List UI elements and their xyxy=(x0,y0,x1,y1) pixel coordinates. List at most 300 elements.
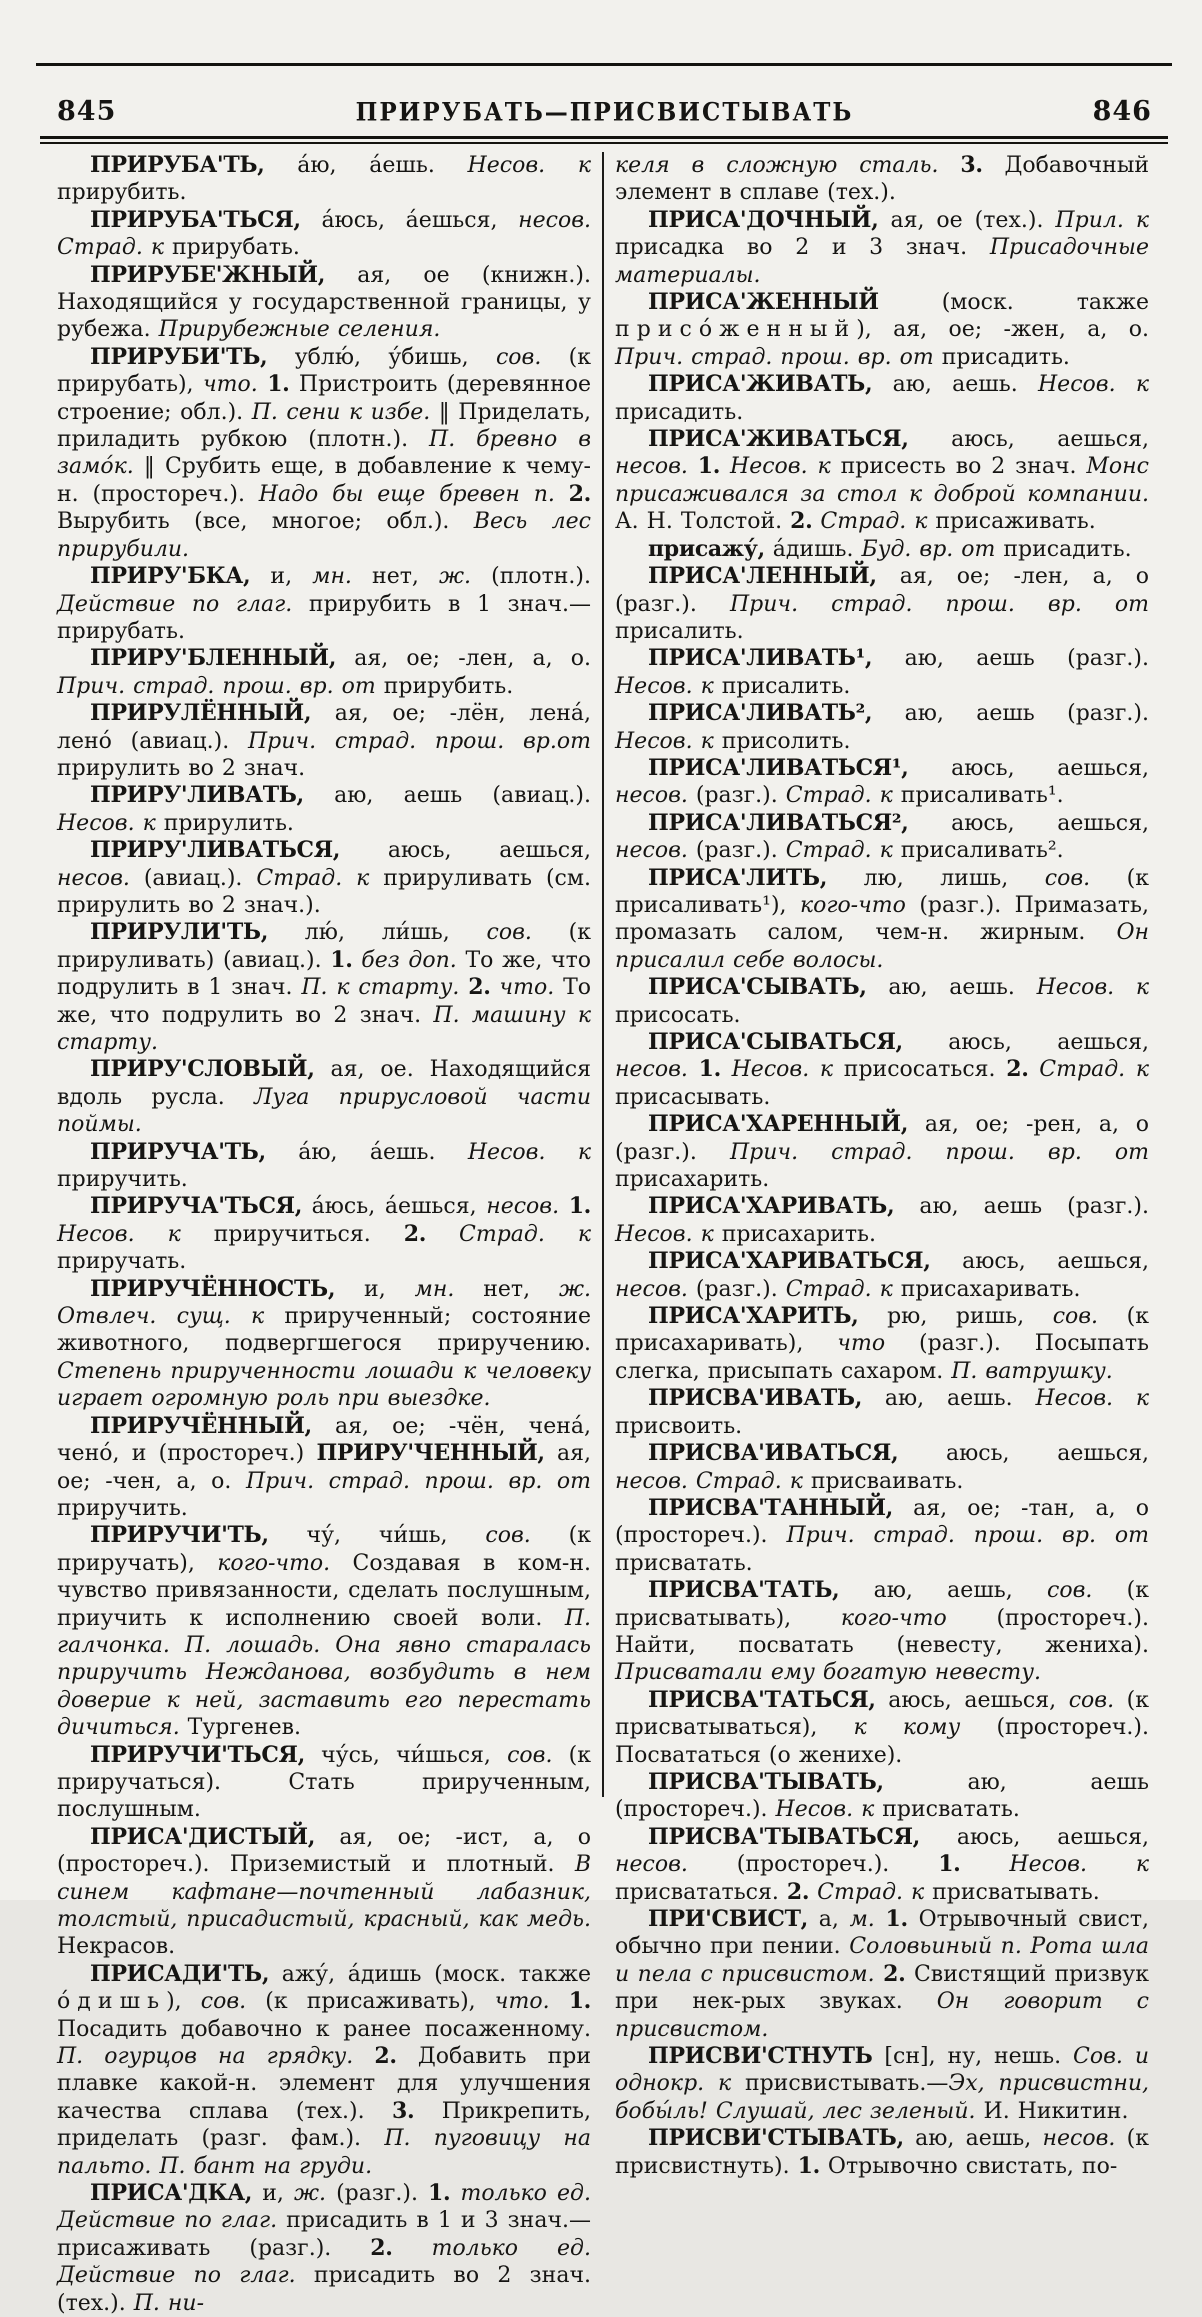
text-run: присватать. xyxy=(615,1550,753,1576)
text-run: что. xyxy=(499,975,555,1001)
text-run: (разг.). Посыпать слегка, присыпать сахаром. xyxy=(615,1331,1149,1384)
text-run: ая, ое; -чён, чена́, чено́, и (простореч.) xyxy=(57,1413,591,1467)
text-run: аюсь, аешься, xyxy=(930,1249,1149,1275)
dictionary-entry xyxy=(615,563,1149,645)
text-run: чу́сь, чи́шься, xyxy=(304,1742,508,1768)
text-run: Страд. к xyxy=(459,1221,591,1247)
text-run: Несов. к xyxy=(467,153,591,178)
text-run: (моск. также xyxy=(878,290,1149,316)
text-run: аю, аешь (авиац.). xyxy=(303,783,591,809)
text-run: 1. xyxy=(797,2152,820,2179)
text-run: (разг.). xyxy=(687,783,786,809)
text-run: аюсь, аешься, xyxy=(908,810,1149,836)
text-run: 2. xyxy=(468,974,491,1001)
text-run: ПРИРУЧА'ТЬСЯ, xyxy=(90,1193,303,1220)
text-run: ПРИРУБЕ'ЖНЫЙ, xyxy=(90,261,326,288)
text-run: Несов. к xyxy=(1038,372,1149,398)
text-run: 2. xyxy=(370,2234,393,2261)
text-run xyxy=(720,454,730,479)
text-run: [сн], ну, нешь. xyxy=(872,2044,1074,2070)
text-run: Прич. страд. прош. вр. от xyxy=(57,673,376,699)
text-run: лю, лишь, xyxy=(827,865,1045,891)
text-run: присвистывать.— xyxy=(731,2071,949,2097)
text-run: присаливать¹. xyxy=(892,783,1064,809)
text-run: мн. xyxy=(312,564,352,590)
text-run: сов. xyxy=(507,1742,553,1768)
text-run: ая, ое; -рен, а, о (разг.). xyxy=(615,1112,1149,1165)
text-run: аюсь, аешься, xyxy=(902,1030,1149,1055)
text-run: только ед. Действие по глаг. xyxy=(57,2181,591,2234)
dictionary-entry xyxy=(615,2125,1149,2180)
dictionary-entry xyxy=(57,262,591,344)
text-run: присахарить. xyxy=(615,1167,770,1193)
text-run: лю́, ли́шь, xyxy=(268,920,487,946)
text-run: ПРИ'СВИСТ, xyxy=(648,1906,808,1932)
dictionary-entry xyxy=(615,1906,1149,2043)
text-run: (к присватывать), xyxy=(615,1578,1149,1631)
text-run: несов. xyxy=(1042,2126,1116,2152)
text-columns xyxy=(57,152,1150,2316)
text-run: То же, что подрулить в 1 знач. xyxy=(57,947,591,1001)
text-run: Прич. страд. прош. вр. от xyxy=(729,591,1149,617)
dictionary-entry xyxy=(615,1577,1149,1687)
text-run: присадить. xyxy=(615,399,744,425)
dictionary-entry xyxy=(615,1193,1149,1248)
text-run: ‖ Срубить еще, в добавление к чему-н. (простореч.). xyxy=(57,454,591,507)
text-run: (к присаливать¹), xyxy=(615,865,1149,918)
text-run: (к прирубать), xyxy=(57,344,592,398)
text-run xyxy=(353,2044,374,2069)
text-run: ПРИСА'ДКА, xyxy=(90,2180,253,2207)
dictionary-entry xyxy=(615,1687,1149,1769)
text-run: присадить. xyxy=(933,344,1070,370)
text-run: а, xyxy=(807,1907,850,1932)
text-run: присосаться. xyxy=(833,1057,1007,1083)
dictionary-entry xyxy=(615,1248,1149,1303)
dictionary-entry xyxy=(57,1413,591,1523)
text-run: Прирубежные селения. xyxy=(158,317,441,343)
text-run: П. бревно в замо́к. xyxy=(57,427,591,480)
page-header xyxy=(57,96,1152,130)
dictionary-entry xyxy=(57,1742,591,1824)
text-run: ПРИСВИ'СТЫВАТЬ, xyxy=(648,2125,904,2152)
text-run: а́ю, а́ешь. xyxy=(264,153,468,178)
text-run: ПРИРУ'БЛЕННЫЙ, xyxy=(90,645,337,672)
text-run: Прич. страд. прош. вр. от xyxy=(615,344,934,370)
text-run: 1. xyxy=(330,946,353,973)
text-run: присадить во 2 знач. (тех.). xyxy=(57,2263,591,2316)
text-run: несов. xyxy=(615,1057,688,1083)
text-run: к кому xyxy=(853,1715,961,1741)
text-run: ПРИСА'ЛИВАТЬСЯ¹, xyxy=(648,754,909,781)
dictionary-entry xyxy=(57,1193,591,1275)
text-run: Создавая в ком-н. чувство привязанности, сделать послушным, приучить к исполнению своей воли. xyxy=(57,1550,591,1631)
text-run: 1. xyxy=(428,2180,451,2207)
text-run: Некрасов. xyxy=(57,1934,176,1960)
text-run: Несов. к xyxy=(615,673,714,699)
dictionary-entry xyxy=(615,289,1149,371)
text-run: А. Н. Толстой. xyxy=(615,509,791,535)
text-run: Несов. к xyxy=(775,1797,875,1823)
text-run: Прил. к xyxy=(1055,207,1149,233)
text-run: ПРИРУЧИ'ТЬСЯ, xyxy=(90,1741,305,1768)
text-run: 1. xyxy=(885,1906,908,1932)
text-run: приручить. xyxy=(57,1167,188,1193)
page-number-right: 846 xyxy=(1092,96,1152,127)
text-run: ПРИСА'СЫВАТЬ, xyxy=(648,974,867,1001)
text-run: Несов. к xyxy=(615,728,714,754)
text-run: ПРИСВА'ТЫВАТЬ, xyxy=(648,1768,884,1795)
text-run: присосать. xyxy=(615,1002,741,1028)
text-run: Присадочные материалы. xyxy=(615,235,1149,288)
text-run xyxy=(555,482,569,507)
text-run: присватать. xyxy=(874,1797,1020,1823)
dictionary-entry xyxy=(57,837,591,919)
text-run: ПРИСА'ХАРИВАТЬСЯ, xyxy=(648,1248,931,1275)
text-run: 1. xyxy=(568,1193,591,1220)
text-run: ПРИСА'СЫВАТЬСЯ, xyxy=(648,1029,903,1055)
text-run: Прич. страд. прош. вр. от xyxy=(245,1468,591,1494)
text-run: ая, ое; -лен, а, о. xyxy=(336,646,591,672)
text-run xyxy=(559,1194,569,1219)
text-run: несов. xyxy=(486,1194,560,1220)
text-run: ПРИСВА'ТАННЫЙ, xyxy=(648,1494,893,1521)
text-run: Страд. к xyxy=(256,865,370,891)
text-run: аю, аешь (простореч.). xyxy=(615,1769,1149,1823)
text-run: аю, аешь. xyxy=(866,975,1037,1001)
text-run: аю, аешь (разг.). xyxy=(872,646,1149,672)
text-run: ПРИРУ'БКА, xyxy=(90,563,251,590)
text-run: ), xyxy=(166,1989,201,2015)
text-run: Отрывочно свистать, по- xyxy=(819,2153,1118,2179)
text-run: сов. xyxy=(1044,865,1091,891)
text-run: мн. xyxy=(414,1276,455,1302)
text-run: П. пуговицу на пальто. П. бант на груди. xyxy=(57,2126,591,2179)
text-run: Тургенев. xyxy=(179,1715,301,1741)
text-run xyxy=(459,975,468,1000)
text-run: что. xyxy=(202,372,258,398)
text-run: (плотн.). xyxy=(471,564,591,590)
text-run: Страд. к xyxy=(785,783,893,809)
column-left xyxy=(57,152,592,2316)
text-run: несов. xyxy=(615,1276,688,1302)
text-run: несов. Страд. к xyxy=(57,207,591,261)
text-run: ПРИСА'ЛИВАТЬ¹, xyxy=(648,645,873,672)
text-run: ая, ое; -лён, лена́, лено́ (авиац.). xyxy=(57,701,591,754)
text-run: ПРИСВА'ИВАТЬСЯ, xyxy=(648,1440,899,1467)
text-run: о́дишь xyxy=(57,1989,167,2015)
text-run: ПРИСА'ЖИВАТЬСЯ, xyxy=(648,426,909,453)
text-run: (к присвистнуть). xyxy=(615,2126,1149,2179)
text-run: Сов. и однокр. к xyxy=(615,2044,1149,2097)
header-double-rule xyxy=(40,136,1168,144)
text-run: 3. xyxy=(960,152,983,178)
dictionary-entry xyxy=(615,645,1149,700)
text-run: 2. xyxy=(374,2043,397,2070)
text-run: ж. Отвлеч. сущ. к xyxy=(57,1276,591,1330)
text-run: Посадить добавочно к ранее посаженному. xyxy=(57,2016,591,2042)
text-run xyxy=(550,1989,569,2014)
text-run: присаживать. xyxy=(927,509,1096,535)
text-run: Он говорит с присвистом. xyxy=(615,1989,1149,2042)
text-run: ПРИСА'ДОЧНЫЙ, xyxy=(648,206,879,233)
column-divider xyxy=(602,152,604,1797)
text-run: Луга прирусловой части поймы. xyxy=(57,1084,591,1138)
text-run: Прикрепить, приделать (разг. фам.). xyxy=(57,2098,591,2152)
text-run: ПРИСВА'ИВАТЬ, xyxy=(648,1385,863,1412)
text-run: аюсь, аешься, xyxy=(340,838,591,864)
text-run: ), ая, ое; -жен, а, о. xyxy=(856,317,1149,343)
text-run: Соловьиный п. Рота шла и пела с присвистом. xyxy=(615,1934,1149,1987)
text-run: прирубить. xyxy=(57,180,187,206)
text-run: ПРИСА'ХАРИТЬ, xyxy=(648,1303,859,1330)
text-run: (авиац.). xyxy=(129,865,257,891)
text-run: ая, ое; -тан, а, о (простореч.). xyxy=(615,1495,1149,1549)
text-run: Прич. страд. прош. вр. от xyxy=(786,1523,1149,1549)
text-run: ПРИСА'ХАРИВАТЬ, xyxy=(648,1193,895,1220)
text-run: а́юсь, а́ешься, xyxy=(300,207,519,233)
dictionary-entry xyxy=(615,426,1149,536)
text-run: ж. xyxy=(439,564,472,590)
text-run: 3. xyxy=(392,2097,415,2124)
text-run: что. xyxy=(494,1989,550,2015)
text-run: ПРИРУБА'ТЬ, xyxy=(90,152,265,178)
text-run: кого-что xyxy=(840,1605,947,1631)
dictionary-entry xyxy=(615,865,1149,975)
text-run: Страд. к xyxy=(785,838,893,864)
text-run: и, xyxy=(335,1276,415,1302)
text-run: Прич. страд. прош. вр. от xyxy=(729,1139,1149,1165)
text-run: ПРИРУ'ЧЕННЫЙ, xyxy=(316,1440,545,1467)
dictionary-entry xyxy=(615,1824,1149,1906)
text-run: ублю́, у́бишь, xyxy=(267,344,496,370)
text-run: ПРИСА'ЛИВАТЬ², xyxy=(648,700,873,727)
text-run: присахаривать. xyxy=(892,1276,1081,1302)
text-run xyxy=(688,1057,699,1082)
text-run: приручать. xyxy=(57,1249,187,1275)
text-run: сов. xyxy=(1052,1304,1099,1330)
text-run: присахарить. xyxy=(713,1221,876,1247)
text-run: ПРИРУБИ'ТЬ, xyxy=(90,343,268,370)
text-run: Пристроить (деревянное строение; обл.). xyxy=(57,372,592,425)
text-run: несов. xyxy=(615,838,688,864)
text-run: В синем кафтане—почтенный лабазник, толстый, присадистый, красный, как медь. xyxy=(57,1852,591,1932)
text-run: несов. xyxy=(57,865,130,891)
dictionary-entry xyxy=(615,1385,1149,1440)
text-run: присаливать². xyxy=(892,838,1064,864)
text-run xyxy=(393,2236,432,2261)
text-run: 2. xyxy=(786,1878,810,1905)
text-run: несов. Страд. к xyxy=(615,1468,803,1494)
text-run: Несов. к xyxy=(57,810,156,836)
text-run: рю, ришь, xyxy=(858,1304,1053,1330)
text-run: Несов. к xyxy=(730,454,831,480)
text-run: ПРИРУЧА'ТЬ, xyxy=(90,1138,266,1165)
text-run: Он присалил себе волосы. xyxy=(615,920,1149,973)
text-run: сов. xyxy=(1068,1687,1115,1713)
text-run: несов. xyxy=(615,1852,688,1878)
text-run: 1. xyxy=(697,453,721,480)
text-run: сов. xyxy=(486,920,532,946)
page-number-left: 845 xyxy=(57,96,117,127)
text-run: сов. xyxy=(200,1989,247,2015)
text-run: ‖ Приделать, приладить рубкою (плотн.). xyxy=(57,399,592,453)
text-run: а́дишь. xyxy=(764,536,862,562)
text-run: 2. xyxy=(1006,1056,1029,1083)
text-run: 2. xyxy=(568,480,591,507)
text-run: Несов. к xyxy=(731,1057,834,1083)
text-run: Добавочный элемент в сплаве (тех.). xyxy=(615,153,1150,206)
text-run: ПРИСА'ЛЕННЫЙ, xyxy=(648,563,877,590)
text-run xyxy=(353,948,362,973)
text-run: несов. xyxy=(615,454,688,480)
text-run: ПРИРУ'ЛИВАТЬСЯ, xyxy=(90,837,341,864)
text-run: прирученный; состояние животного, подвергшегося приручению. xyxy=(57,1304,591,1357)
text-run: присалить. xyxy=(713,673,851,699)
text-run: прирубить в 1 знач.—прирубать. xyxy=(57,591,591,644)
text-run xyxy=(809,1880,817,1905)
text-run: аюсь, аешься, xyxy=(920,1824,1149,1850)
text-run: только ед. Действие по глаг. xyxy=(57,2235,591,2289)
dictionary-entry xyxy=(615,207,1149,289)
dictionary-entry xyxy=(615,1440,1149,1495)
text-run: ПРИРУЧИ'ТЬ, xyxy=(90,1522,269,1549)
text-run: 1. xyxy=(267,371,290,398)
dictionary-entry xyxy=(57,1139,591,1194)
text-run: кого-что. xyxy=(217,1550,331,1576)
dictionary-entry xyxy=(615,810,1149,865)
text-run: Буд. вр. от xyxy=(861,536,996,562)
text-run: а́юсь, а́ешься, xyxy=(302,1194,487,1220)
dictionary-entry xyxy=(57,645,591,700)
text-run: присадить в 1 и 3 знач.—присаживать (разг.). xyxy=(57,2208,591,2261)
text-run: присваивать. xyxy=(802,1468,964,1494)
text-run: ПРИРУЛИ'ТЬ, xyxy=(90,919,269,946)
dictionary-entry xyxy=(57,1522,591,1741)
text-run: аюсь, аешься, xyxy=(898,1441,1149,1467)
text-run: а́ю, а́ешь. xyxy=(265,1139,468,1165)
text-run: нет, xyxy=(454,1276,559,1302)
text-run: ПРИСВА'ТЫВАТЬСЯ, xyxy=(648,1823,920,1850)
text-run: ПРИРУЧЁННОСТЬ, xyxy=(90,1275,336,1302)
text-run: ПРИСВА'ТАТЬ, xyxy=(648,1577,840,1604)
page-top-rule xyxy=(36,63,1172,66)
text-run: присадка во 2 и 3 знач. xyxy=(615,235,990,261)
text-run: ПРИСВИ'СТНУТЬ xyxy=(648,2043,873,2070)
text-run: аюсь, аешься, xyxy=(908,427,1149,453)
text-run: Страд. к xyxy=(1039,1057,1149,1083)
text-run: аюсь, аешься, xyxy=(875,1687,1069,1713)
text-run: (к приручать), xyxy=(57,1523,592,1576)
text-run: Надо бы еще бревен п. xyxy=(258,481,555,507)
text-run: Добавить при плавке какой-н. элемент для улучшения качества сплава (тех.). xyxy=(57,2044,592,2124)
dictionary-entry xyxy=(615,2043,1149,2125)
text-run: ПРИРУЧЁННЫЙ, xyxy=(90,1412,312,1439)
text-run: Весь лес прирубили. xyxy=(57,509,591,562)
text-run: ПРИСАДИ'ТЬ, xyxy=(90,1960,270,1987)
text-run: ПРИСА'ЖЕННЫЙ xyxy=(648,289,879,316)
dictionary-entry xyxy=(57,2180,591,2317)
text-run: ая, ое; -лен, а, о (разг.). xyxy=(615,564,1149,617)
dictionary-entry xyxy=(615,700,1149,755)
text-run: сов. xyxy=(1047,1578,1093,1604)
text-run: 1. xyxy=(938,1851,961,1878)
text-run: ПРИРУЛЁННЫЙ, xyxy=(90,700,312,727)
text-run: П. ватрушку. xyxy=(951,1358,1113,1384)
dictionary-entry xyxy=(615,1111,1149,1193)
text-run: (разг.). xyxy=(325,2181,429,2207)
text-run: 2. xyxy=(790,508,813,535)
text-run: 1. xyxy=(698,1056,721,1083)
text-run: приручиться. xyxy=(180,1221,404,1247)
text-run: ая, ое (тех.). xyxy=(878,207,1056,233)
dictionary-entry xyxy=(57,207,591,262)
text-run: ПРИСА'ДИСТЫЙ, xyxy=(90,1823,316,1850)
dictionary-entry xyxy=(57,1276,591,1413)
text-run: аю, аешь (разг.). xyxy=(894,1194,1149,1220)
text-run: и, xyxy=(252,2181,294,2207)
text-run: ПРИСА'ХАРЕННЫЙ, xyxy=(648,1111,909,1138)
text-run: П. машину к старту. xyxy=(57,1002,591,1055)
text-run: присо́женный xyxy=(615,317,857,343)
text-run: присвататься. xyxy=(615,1879,787,1905)
text-run: П. галчонка. П. лошадь. Она явно старалась приручить Нежданова, возбудить в нем доверие к ней, заставить его перестать дичиться. xyxy=(57,1605,591,1741)
text-run: Несов. к xyxy=(1009,1852,1150,1878)
text-run: прирубить. xyxy=(375,673,514,699)
text-run: аю, аешь, xyxy=(839,1578,1048,1604)
text-run: присесть во 2 знач. xyxy=(830,454,1087,480)
text-run: присадить. xyxy=(995,536,1132,562)
text-run: 2. xyxy=(403,1220,427,1247)
text-run: ж. xyxy=(293,2181,326,2207)
text-run: ая, ое (книжн.). Находящийся у государственной границы, у рубежа. xyxy=(57,262,591,343)
text-run: аю, аешь (разг.). xyxy=(872,701,1149,727)
text-run xyxy=(1029,1057,1040,1082)
dictionary-entry xyxy=(57,563,591,645)
text-run xyxy=(450,2181,460,2206)
text-run: Несов. к xyxy=(615,1221,714,1247)
text-run: Несов. к xyxy=(1036,975,1149,1001)
text-run: м. xyxy=(849,1907,875,1932)
text-run: Эх, присвистни, бобы́ль! Слушай, лес зеленый. xyxy=(615,2071,1149,2124)
text-run: Страд. к xyxy=(820,509,928,535)
dictionary-entry xyxy=(615,974,1149,1029)
text-run: аюсь, аешься, xyxy=(908,755,1149,781)
text-run: (простореч.). Посвататься (о женихе). xyxy=(615,1715,1149,1768)
text-run: прирубать. xyxy=(163,235,300,261)
text-run: (к присватываться), xyxy=(615,1687,1149,1741)
text-run: ПРИСА'ЛИВАТЬСЯ², xyxy=(648,809,909,836)
text-run: Степень прирученности лошади к человеку играет огромную роль при выездке. xyxy=(57,1358,591,1412)
text-run: Несов. к xyxy=(1035,1386,1149,1412)
text-run: То же, что подрулить во 2 знач. xyxy=(57,975,591,1028)
dictionary-entry xyxy=(615,1303,1149,1385)
text-run: Страд. к xyxy=(785,1276,893,1302)
text-run: приручить. xyxy=(57,1495,188,1521)
text-run: (к прируливать) (авиац.). xyxy=(57,920,592,973)
text-run xyxy=(961,1852,1010,1877)
text-run: келя в сложную сталь. xyxy=(615,153,939,178)
text-run xyxy=(426,1222,459,1247)
text-run: (к присахаривать), xyxy=(615,1304,1149,1357)
dictionary-entry xyxy=(57,1961,591,2180)
dictionary-entry xyxy=(57,1056,591,1138)
text-run: Свистящий призвук при нек-рых звуках. xyxy=(615,1961,1149,2015)
text-run: аю, аешь. xyxy=(872,372,1038,398)
text-run xyxy=(258,372,267,397)
text-run: 2. xyxy=(883,1960,906,1987)
text-run: прирулить. xyxy=(155,810,294,836)
